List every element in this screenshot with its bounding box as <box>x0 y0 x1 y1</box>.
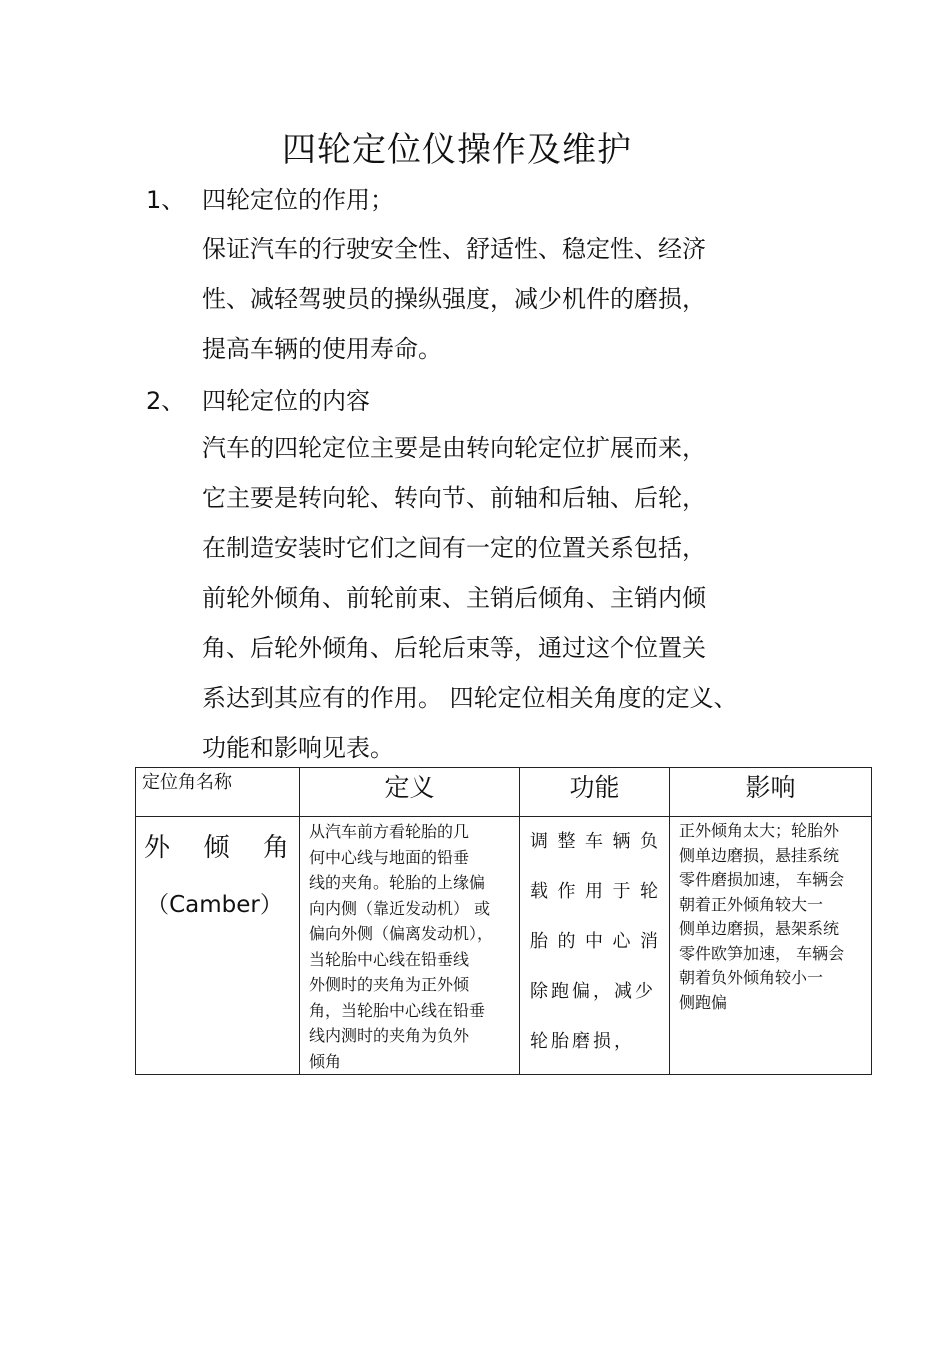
function-line: 胎的中心消 <box>530 931 661 952</box>
impact-line: 朝着负外倾角较小一 <box>679 968 824 987</box>
paragraph-line: 它主要是转向轮、转向节、前轴和后轴、后轮， <box>202 484 706 512</box>
function-text <box>520 817 669 1067</box>
definition-line: 角，当轮胎中心线在铅垂 <box>309 1000 486 1020</box>
definition-line: 当轮胎中心线在铅垂线 <box>309 949 470 969</box>
definition-text <box>300 817 519 1074</box>
definition-line: 何中心线与地面的铅垂 <box>309 847 470 867</box>
impact-line: 零件欧笋加速， 车辆会 <box>679 943 845 963</box>
section-number: 2、 <box>146 387 186 415</box>
definition-cell <box>300 817 520 1075</box>
paragraph-line: 系达到其应有的作用。 四轮定位相关角度的定义、 <box>202 684 738 712</box>
function-line: 轮胎磨损， <box>530 1031 635 1052</box>
page-title: 四轮定位仪操作及维护 <box>282 130 632 170</box>
angle-name-cell <box>136 817 300 1075</box>
function-line: 载作用于轮 <box>530 881 661 902</box>
impact-text <box>670 817 871 1015</box>
paragraph-line: 功能和影响见表。 <box>202 734 394 762</box>
angle-name-char: 角 <box>262 833 289 863</box>
definition-line: 线的夹角。轮胎的上缘偏 <box>309 873 486 892</box>
alignment-angle-table <box>135 767 872 1075</box>
table-header-row <box>136 768 872 817</box>
paragraph-line: 提高车辆的使用寿命。 <box>202 335 442 363</box>
function-cell <box>520 817 670 1075</box>
paragraph-line: 前轮外倾角、前轮前束、主销后倾角、主销内倾 <box>202 584 706 612</box>
angle-name-en: （Camber） <box>146 892 283 918</box>
impact-line: 侧单边磨损，悬挂系统 <box>679 845 840 865</box>
paragraph-line: 角、后轮外倾角、后轮后束等，通过这个位置关 <box>202 634 706 662</box>
angle-name-char: 倾 <box>203 833 230 863</box>
function-line: 调整车辆负 <box>530 831 661 852</box>
impact-line: 侧单边磨损，悬架系统 <box>679 919 840 938</box>
section-heading: 四轮定位的作用； <box>202 186 394 214</box>
section-number: 1、 <box>146 186 186 214</box>
impact-line: 朝着正外倾角较大一 <box>679 894 824 914</box>
section-heading: 四轮定位的内容 <box>202 387 370 415</box>
paragraph-line: 保证汽车的行驶安全性、舒适性、稳定性、经济 <box>202 235 706 263</box>
paragraph-line: 在制造安装时它们之间有一定的位置关系包括， <box>202 534 706 562</box>
function-line: 除跑偏，减少 <box>530 981 656 1002</box>
definition-line: 向内侧（靠近发动机） 或 <box>309 898 491 918</box>
impact-line: 正外倾角太大；轮胎外 <box>679 821 840 840</box>
angle-name-char: 外 <box>144 833 171 863</box>
paragraph-line: 性、减轻驾驶员的操纵强度，减少机件的磨损， <box>202 285 706 313</box>
paragraph-line: 汽车的四轮定位主要是由转向轮定位扩展而来， <box>202 434 706 462</box>
angle-name-zh <box>136 817 299 864</box>
definition-line: 从汽车前方看轮胎的几 <box>309 822 470 841</box>
definition-line: 线内测时的夹角为负外 <box>309 1026 470 1045</box>
impact-cell <box>670 817 872 1075</box>
header-angle-name: 定位角名称 <box>136 768 300 817</box>
impact-line: 侧跑偏 <box>679 992 728 1012</box>
definition-line: 倾角 <box>309 1051 342 1071</box>
definition-line: 外侧时的夹角为正外倾 <box>309 975 470 994</box>
definition-line: 偏向外侧（偏离发动机）， <box>309 924 494 943</box>
header-impact: 影响 <box>670 768 872 817</box>
table-row <box>136 817 872 1075</box>
header-function: 功能 <box>520 768 670 817</box>
header-definition: 定义 <box>300 768 520 817</box>
impact-line: 零件磨损加速， 车辆会 <box>679 870 845 889</box>
